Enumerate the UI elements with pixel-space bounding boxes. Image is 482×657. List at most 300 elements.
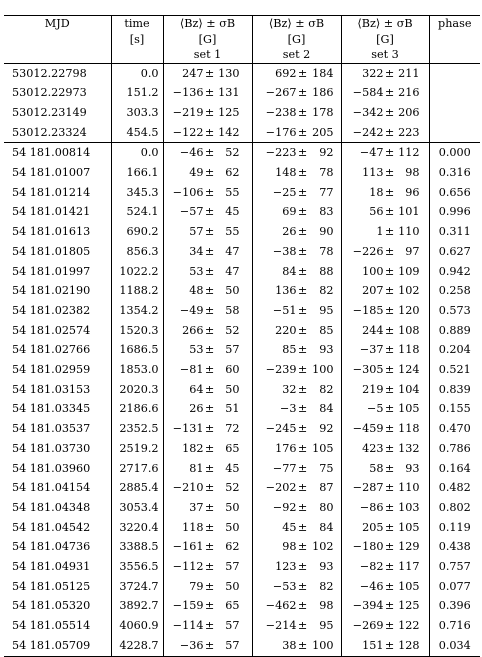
header-mjd: MJD [4,16,111,32]
table-row [4,419,480,439]
plus-minus-sign: ± [297,105,308,119]
cell-mjd: 53012.23149 [4,103,111,123]
cell-mjd: 54 181.05320 [4,596,111,616]
field-error: 102 [312,540,334,554]
plus-minus-sign: ± [204,185,215,199]
cell-bz-set2 [252,360,341,380]
cell-phase: 0.119 [438,520,471,534]
field-error: 78 [319,244,334,258]
cell-bz-set3 [341,143,429,163]
plus-minus-sign: ± [384,363,395,377]
table-row [4,537,480,557]
field-value: −269 [352,619,384,633]
plus-minus-sign: ± [297,185,308,199]
field-error: 92 [319,422,334,436]
table-row [4,123,480,143]
plus-minus-sign: ± [204,500,215,514]
plus-minus-sign: ± [384,125,395,139]
cell-bz-set2 [252,262,341,282]
cell-mjd: 54 181.03960 [4,459,111,479]
cell-bz-set1 [163,202,252,222]
plus-minus-sign: ± [384,205,395,219]
plus-minus-sign: ± [297,441,308,455]
field-value: −82 [359,560,384,574]
field-value: −81 [179,363,204,377]
header-time-set [111,47,163,63]
cell-time: 2186.6 [111,399,163,419]
plus-minus-sign: ± [204,579,215,593]
field-value: 100 [362,264,384,278]
cell-phase: 0.470 [438,422,471,436]
cell-bz-set3 [341,616,429,636]
field-error: 82 [319,382,334,396]
cell-bz-set2 [252,143,341,163]
cell-bz-set2 [252,557,341,577]
field-error: 92 [319,146,334,160]
plus-minus-sign: ± [384,105,395,119]
header-row-1 [4,16,480,32]
field-error: 120 [398,303,420,317]
field-error: 100 [312,638,334,652]
plus-minus-sign: ± [384,441,395,455]
cell-bz-set3 [341,222,429,242]
field-value: −106 [172,185,204,199]
field-value: −342 [352,105,384,119]
header-set2-label: set 2 [252,47,341,63]
plus-minus-sign: ± [204,105,215,119]
field-value: 69 [282,205,297,219]
field-value: −136 [172,86,204,100]
cell-bz-set3 [341,537,429,557]
header-bz-set2: ⟨Bz⟩ ± σB [252,16,341,32]
cell-bz-set1 [163,123,252,143]
plus-minus-sign: ± [384,382,395,396]
field-value: 26 [189,402,204,416]
plus-minus-sign: ± [204,619,215,633]
plus-minus-sign: ± [384,244,395,258]
plus-minus-sign: ± [384,619,395,633]
cell-mjd: 54 181.01214 [4,183,111,203]
cell-time: 524.1 [111,202,163,222]
field-value: −459 [352,422,384,436]
plus-minus-sign: ± [297,225,308,239]
field-error: 50 [225,579,240,593]
cell-mjd: 54 181.03345 [4,399,111,419]
cell-bz-set2 [252,321,341,341]
plus-minus-sign: ± [384,402,395,416]
field-value: −238 [265,105,297,119]
cell-bz-set1 [163,301,252,321]
field-value: 113 [362,166,384,180]
field-error: 50 [225,520,240,534]
table-row [4,360,480,380]
cell-mjd: 54 181.03153 [4,380,111,400]
plus-minus-sign: ± [204,66,215,80]
table-row [4,202,480,222]
plus-minus-sign: ± [297,125,308,139]
plus-minus-sign: ± [384,579,395,593]
plus-minus-sign: ± [204,422,215,436]
cell-bz-set3 [341,103,429,123]
table-header [4,16,480,64]
cell-mjd: 54 181.04736 [4,537,111,557]
cell-bz-set2 [252,616,341,636]
cell-bz-set3 [341,63,429,83]
field-error: 50 [225,382,240,396]
field-error: 78 [319,166,334,180]
header-time: time [111,16,163,32]
cell-phase: 0.942 [438,264,471,278]
plus-minus-sign: ± [384,638,395,652]
cell-bz-set3 [341,360,429,380]
cell-bz-set1 [163,103,252,123]
plus-minus-sign: ± [204,205,215,219]
field-error: 82 [319,579,334,593]
cell-bz-set3 [341,636,429,656]
table-row [4,577,480,597]
cell-time: 1022.2 [111,262,163,282]
header-bz-set1: ⟨Bz⟩ ± σB [163,16,252,32]
cell-time: 345.3 [111,183,163,203]
table-row [4,143,480,163]
field-error: 50 [225,284,240,298]
cell-phase: 0.204 [438,343,471,357]
table-row [4,399,480,419]
field-value: 56 [369,205,384,219]
field-error: 206 [398,105,420,119]
cell-phase: 0.802 [438,500,471,514]
magnetic-field-table [4,15,480,657]
cell-bz-set2 [252,478,341,498]
table-row [4,83,480,103]
cell-bz-set2 [252,163,341,183]
field-error: 105 [398,579,420,593]
plus-minus-sign: ± [204,481,215,495]
field-value: −53 [272,579,297,593]
field-value: 136 [275,284,297,298]
plus-minus-sign: ± [297,166,308,180]
field-value: 32 [282,382,297,396]
plus-minus-sign: ± [204,125,215,139]
header-set1-unit: [G] [163,32,252,48]
cell-phase: 0.656 [438,185,471,199]
field-value: 18 [369,185,384,199]
table-row [4,596,480,616]
field-error: 131 [218,86,240,100]
field-value: −131 [172,422,204,436]
field-error: 85 [319,323,334,337]
field-value: 53 [189,264,204,278]
cell-mjd: 54 181.03537 [4,419,111,439]
header-set2-unit: [G] [252,32,341,48]
field-error: 223 [398,125,420,139]
plus-minus-sign: ± [297,599,308,613]
field-error: 117 [398,560,420,574]
cell-bz-set1 [163,596,252,616]
cell-phase: 0.482 [438,481,471,495]
cell-bz-set1 [163,459,252,479]
field-error: 55 [225,225,240,239]
plus-minus-sign: ± [204,146,215,160]
plus-minus-sign: ± [204,599,215,613]
field-error: 62 [225,540,240,554]
field-error: 112 [398,146,420,160]
cell-mjd: 54 181.05125 [4,577,111,597]
field-error: 57 [225,638,240,652]
field-value: −86 [359,500,384,514]
cell-phase: 0.155 [438,402,471,416]
field-error: 125 [218,105,240,119]
cell-time: 2885.4 [111,478,163,498]
plus-minus-sign: ± [204,382,215,396]
field-error: 84 [319,520,334,534]
plus-minus-sign: ± [204,638,215,652]
cell-phase [429,123,480,143]
table-row [4,183,480,203]
plus-minus-sign: ± [204,363,215,377]
field-error: 103 [398,500,420,514]
plus-minus-sign: ± [297,481,308,495]
field-error: 87 [319,481,334,495]
cell-time: 3892.7 [111,596,163,616]
field-error: 80 [319,500,334,514]
cell-time: 151.2 [111,83,163,103]
cell-bz-set2 [252,577,341,597]
cell-bz-set2 [252,202,341,222]
cell-mjd: 54 181.02382 [4,301,111,321]
field-error: 77 [319,185,334,199]
cell-bz-set2 [252,83,341,103]
plus-minus-sign: ± [297,382,308,396]
plus-minus-sign: ± [204,284,215,298]
cell-time: 0.0 [111,143,163,163]
field-value: 64 [189,382,204,396]
field-error: 51 [225,402,240,416]
cell-mjd: 54 181.01007 [4,163,111,183]
cell-bz-set2 [252,399,341,419]
cell-bz-set2 [252,301,341,321]
field-error: 90 [319,225,334,239]
cell-bz-set1 [163,360,252,380]
field-error: 105 [398,402,420,416]
cell-time: 3053.4 [111,498,163,518]
header-phase: phase [429,16,480,32]
field-value: −161 [172,540,204,554]
cell-mjd: 54 181.05514 [4,616,111,636]
field-error: 58 [225,303,240,317]
field-error: 52 [225,323,240,337]
cell-mjd: 54 181.02190 [4,281,111,301]
cell-bz-set1 [163,222,252,242]
field-value: −49 [179,303,204,317]
field-value: 176 [275,441,297,455]
cell-mjd: 53012.22973 [4,83,111,103]
field-error: 93 [405,461,420,475]
cell-mjd: 53012.22798 [4,63,111,83]
field-value: 57 [189,225,204,239]
field-value: 692 [275,66,297,80]
cell-bz-set1 [163,616,252,636]
field-error: 57 [225,343,240,357]
cell-time: 3556.5 [111,557,163,577]
table-row [4,459,480,479]
plus-minus-sign: ± [204,166,215,180]
cell-bz-set3 [341,380,429,400]
cell-time: 3220.4 [111,518,163,538]
plus-minus-sign: ± [384,560,395,574]
field-error: 57 [225,619,240,633]
field-error: 101 [398,205,420,219]
field-value: −114 [172,619,204,633]
cell-bz-set2 [252,596,341,616]
cell-bz-set1 [163,163,252,183]
field-error: 93 [319,343,334,357]
plus-minus-sign: ± [384,520,395,534]
field-error: 52 [225,481,240,495]
field-value: 423 [362,441,384,455]
table-row [4,498,480,518]
field-value: 207 [362,284,384,298]
field-value: 219 [362,382,384,396]
plus-minus-sign: ± [384,461,395,475]
field-error: 178 [312,105,334,119]
field-value: −122 [172,125,204,139]
cell-phase: 0.311 [438,225,471,239]
field-error: 132 [398,441,420,455]
table-row [4,281,480,301]
cell-time: 454.5 [111,123,163,143]
plus-minus-sign: ± [204,264,215,278]
field-value: 148 [275,166,297,180]
cell-phase: 0.839 [438,382,471,396]
cell-bz-set2 [252,222,341,242]
plus-minus-sign: ± [297,422,308,436]
plus-minus-sign: ± [297,86,308,100]
field-value: 85 [282,343,297,357]
header-bz-set3: ⟨Bz⟩ ± σB [341,16,429,32]
cell-bz-set2 [252,340,341,360]
cell-mjd: 53012.23324 [4,123,111,143]
plus-minus-sign: ± [297,363,308,377]
plus-minus-sign: ± [297,638,308,652]
field-error: 47 [225,244,240,258]
cell-time: 4228.7 [111,636,163,656]
field-value: −462 [265,599,297,613]
field-value: 266 [182,323,204,337]
plus-minus-sign: ± [204,560,215,574]
cell-bz-set1 [163,83,252,103]
field-value: −305 [352,363,384,377]
cell-phase: 0.396 [438,599,471,613]
cell-phase: 0.034 [429,636,480,656]
field-value: −394 [352,599,384,613]
field-error: 142 [218,125,240,139]
field-value: −77 [272,461,297,475]
plus-minus-sign: ± [204,402,215,416]
table-row [4,262,480,282]
cell-mjd: 54 181.04931 [4,557,111,577]
cell-bz-set1 [163,281,252,301]
table-row [4,616,480,636]
table-row [4,163,480,183]
field-value: 205 [362,520,384,534]
field-error: 118 [398,343,420,357]
cell-bz-set3 [341,478,429,498]
cell-time: 690.2 [111,222,163,242]
table-row [4,518,480,538]
cell-time: 166.1 [111,163,163,183]
measurement-table-wrapper [4,15,480,657]
field-value: −245 [265,422,297,436]
cell-bz-set1 [163,636,252,656]
field-value: −287 [352,481,384,495]
plus-minus-sign: ± [384,323,395,337]
field-value: −180 [352,540,384,554]
plus-minus-sign: ± [384,225,395,239]
field-error: 129 [398,540,420,554]
cell-time: 303.3 [111,103,163,123]
plus-minus-sign: ± [297,303,308,317]
cell-bz-set1 [163,498,252,518]
cell-bz-set3 [341,321,429,341]
cell-phase: 0.627 [438,244,471,258]
cell-bz-set1 [163,399,252,419]
cell-mjd: 54 181.01805 [4,242,111,262]
field-value: −226 [352,244,384,258]
cell-phase [429,83,480,103]
cell-bz-set1 [163,557,252,577]
plus-minus-sign: ± [297,205,308,219]
cell-bz-set1 [163,577,252,597]
field-error: 104 [398,382,420,396]
field-error: 109 [398,264,420,278]
field-error: 47 [225,264,240,278]
cell-phase: 0.316 [438,166,471,180]
cell-time: 3724.7 [111,577,163,597]
cell-bz-set2 [252,498,341,518]
cell-bz-set1 [163,321,252,341]
field-value: −176 [265,125,297,139]
field-error: 52 [225,146,240,160]
table-row [4,380,480,400]
plus-minus-sign: ± [384,599,395,613]
field-error: 65 [225,599,240,613]
field-error: 110 [398,481,420,495]
table-row [4,321,480,341]
field-value: −46 [179,146,204,160]
field-value: −36 [179,638,204,652]
plus-minus-sign: ± [297,579,308,593]
plus-minus-sign: ± [297,619,308,633]
cell-phase: 0.889 [438,323,471,337]
cell-mjd: 54 181.05709 [4,636,111,656]
plus-minus-sign: ± [297,540,308,554]
header-mjd-set [4,47,111,63]
field-error: 95 [319,619,334,633]
cell-bz-set3 [341,577,429,597]
cell-bz-set1 [163,63,252,83]
field-value: 247 [182,66,204,80]
header-mjd-unit [4,32,111,48]
field-value: −25 [272,185,297,199]
field-value: −267 [265,86,297,100]
cell-bz-set1 [163,419,252,439]
cell-mjd: 54 181.01997 [4,262,111,282]
cell-phase: 0.077 [438,579,471,593]
field-value: 322 [362,66,384,80]
cell-time: 1520.3 [111,321,163,341]
field-error: 72 [225,422,240,436]
